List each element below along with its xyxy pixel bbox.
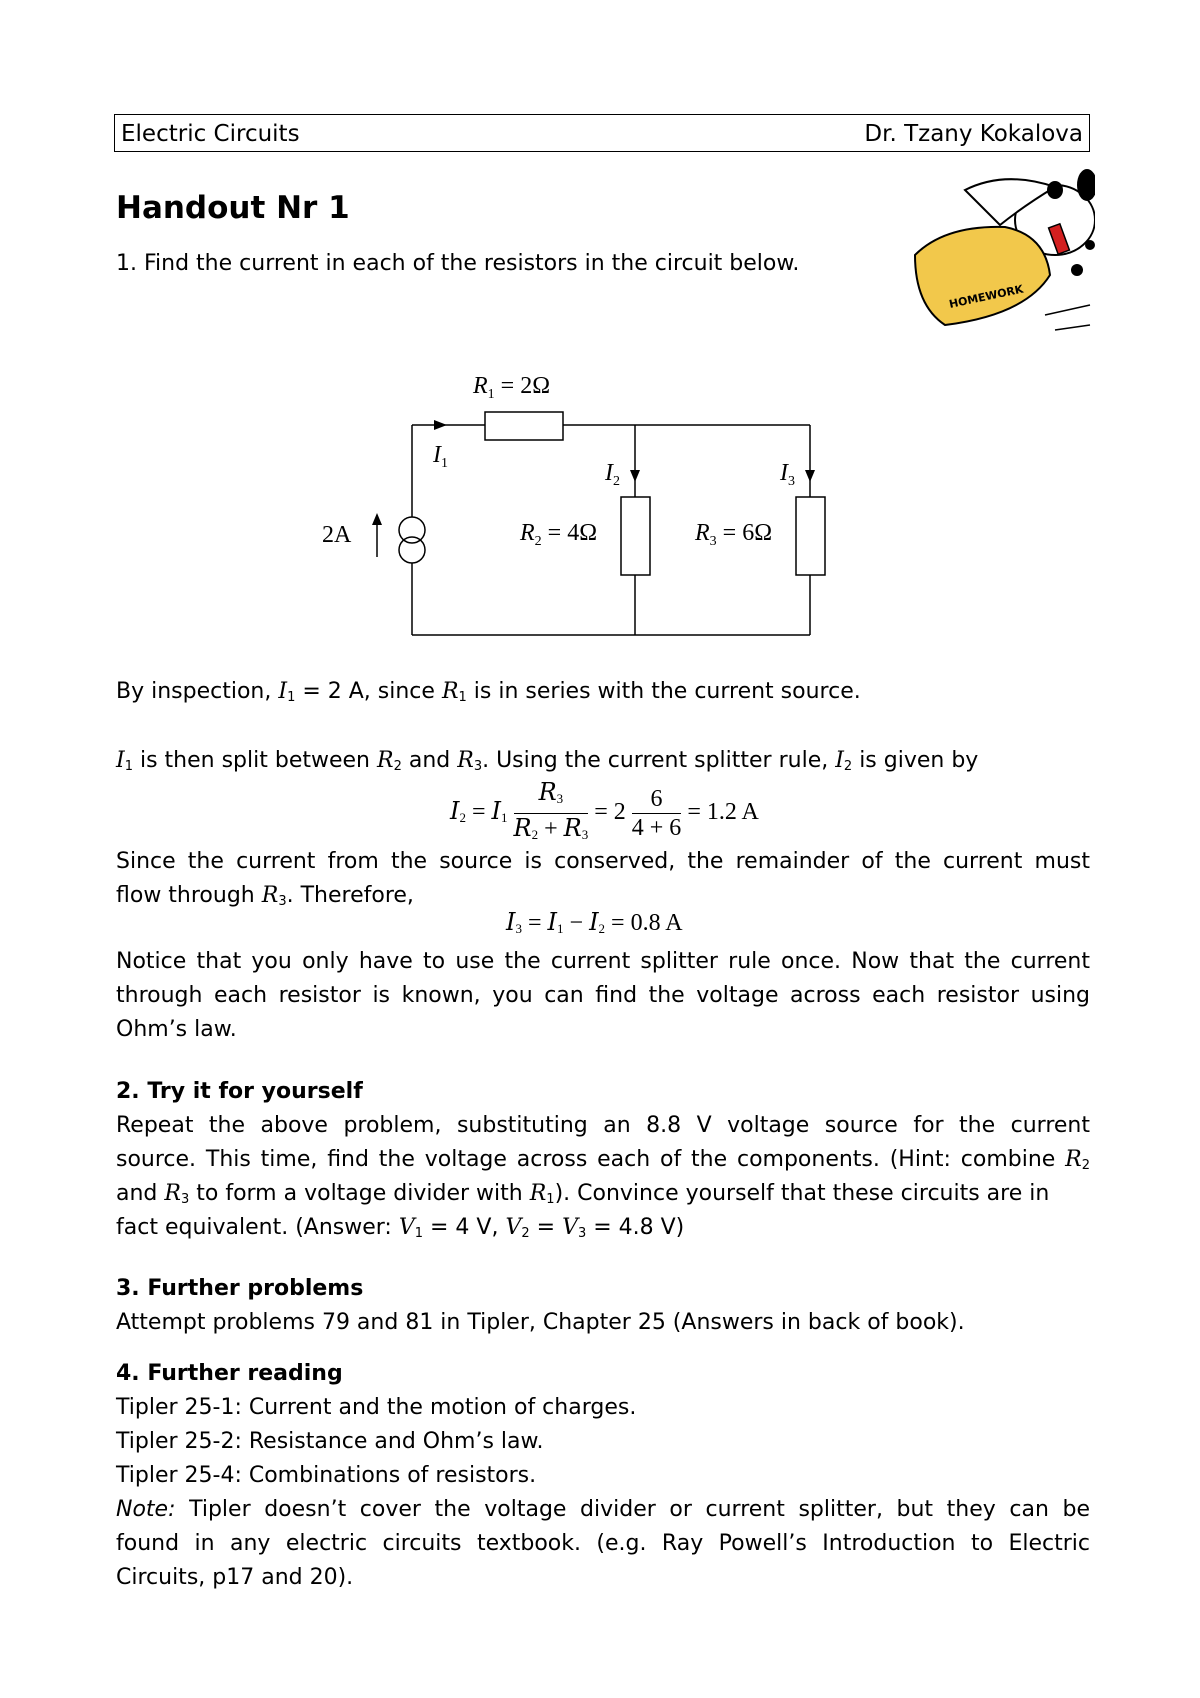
resistor-r2 xyxy=(621,497,650,575)
paragraph-notice-line1: Notice that you only have to use the current splitter rule once. Now that the current xyxy=(116,949,1090,974)
header-box xyxy=(114,114,1090,152)
circuit-diagram xyxy=(290,360,850,640)
fraction-resistance: $\frac{R_3}{R_2 + R_3}$ xyxy=(513,778,589,842)
i3-label: $I_3$ xyxy=(780,460,795,489)
section-2-line4: fact equivalent. (Answer: $V_1 = 4$ V, $V_2 = V_3 = 4.8$ V) xyxy=(116,1215,685,1241)
resistor-r3 xyxy=(796,497,825,575)
source-arrow-head xyxy=(372,513,382,525)
section-2-line3: and $R_3$ to form a voltage divider with $R_1$). Convince yourself that these circuits are in xyxy=(116,1181,1050,1207)
current-source-circle xyxy=(399,537,425,563)
paragraph-notice-line3: Ohm’s law. xyxy=(116,1017,237,1042)
reading-item: Tipler 25-2: Resistance and Ohm’s law. xyxy=(116,1429,544,1454)
fraction-numeric: $\frac{6}{4 + 6}$ xyxy=(631,786,682,841)
dog-spot xyxy=(1085,240,1095,250)
paragraph-conserved-line2: flow through $R_3$. Therefore, xyxy=(116,883,414,909)
reading-item: Tipler 25-1: Current and the motion of charges. xyxy=(116,1395,637,1420)
r3-label: $R_3 = 6\Omega$ xyxy=(695,520,773,549)
homework-dog-illustration xyxy=(905,165,1095,345)
note-line1: Note: Tipler doesn’t cover the voltage divider or current splitter, but they can be xyxy=(116,1497,1090,1522)
homework-paper xyxy=(915,227,1050,325)
i3-arrow-head xyxy=(805,470,815,482)
section-2-heading: 2. Try it for yourself xyxy=(116,1079,363,1104)
r1-label: $R_1 = 2\Omega$ xyxy=(473,373,551,402)
dog-eye xyxy=(1047,181,1063,199)
dog-spot xyxy=(1071,264,1083,276)
current-source-circle xyxy=(399,517,425,543)
reading-item: Tipler 25-4: Combinations of resistors. xyxy=(116,1463,537,1488)
section-2-line2: source. This time, find the voltage across each of the components. (Hint: combine $R_2$ xyxy=(116,1147,1090,1173)
note-line2: found in any electric circuits textbook. (e.g. Ray Powell’s Introduction to Electric xyxy=(116,1531,1090,1556)
equation-current-splitter: $I_2 = I_1$ $\frac{R_3}{R_2 + R_3}$ = 2 $\frac{6}{4 + 6}$ = 1.2 A xyxy=(450,778,759,849)
section-3-heading: 3. Further problems xyxy=(116,1276,364,1301)
section-4-heading: 4. Further reading xyxy=(116,1361,343,1386)
i1-arrow-head xyxy=(434,420,447,430)
i2-arrow-head xyxy=(630,470,640,482)
paragraph-conserved-line1: Since the current from the source is conserved, the remainder of the current must xyxy=(116,849,1090,874)
paragraph-inspection: By inspection, $I_1 = 2$ A, since $R_1$ is in series with the current source. xyxy=(116,679,861,705)
source-label: 2A xyxy=(322,522,352,548)
note-line3: Circuits, p17 and 20). xyxy=(116,1565,354,1590)
i2-label: $I_2$ xyxy=(605,460,620,489)
r2-label: $R_2 = 4\Omega$ xyxy=(520,520,598,549)
dog-paw-lines xyxy=(1045,305,1090,330)
i1-label: $I_1$ xyxy=(433,442,448,471)
resistor-r1 xyxy=(485,412,563,440)
question-1: 1. Find the current in each of the resistors in the circuit below. xyxy=(116,251,800,276)
paragraph-split: $I_1$ is then split between $R_2$ and $R_3$. Using the current splitter rule, $I_2$ is given by xyxy=(116,748,979,774)
page-title: Handout Nr 1 xyxy=(116,190,350,226)
homework-label: HOMEWORK xyxy=(947,282,1025,311)
section-3-text: Attempt problems 79 and 81 in Tipler, Chapter 25 (Answers in back of book). xyxy=(116,1310,965,1335)
equation-i3: $I_3 = I_1 - I_2 = 0.8$ A xyxy=(506,908,683,936)
section-2-line1: Repeat the above problem, substituting an 8.8 V voltage source for the current xyxy=(116,1113,1090,1138)
course-name: Electric Circuits xyxy=(121,121,300,147)
paragraph-notice-line2: through each resistor is known, you can find the voltage across each resistor using xyxy=(116,983,1090,1008)
author-name: Dr. Tzany Kokalova xyxy=(864,121,1083,147)
